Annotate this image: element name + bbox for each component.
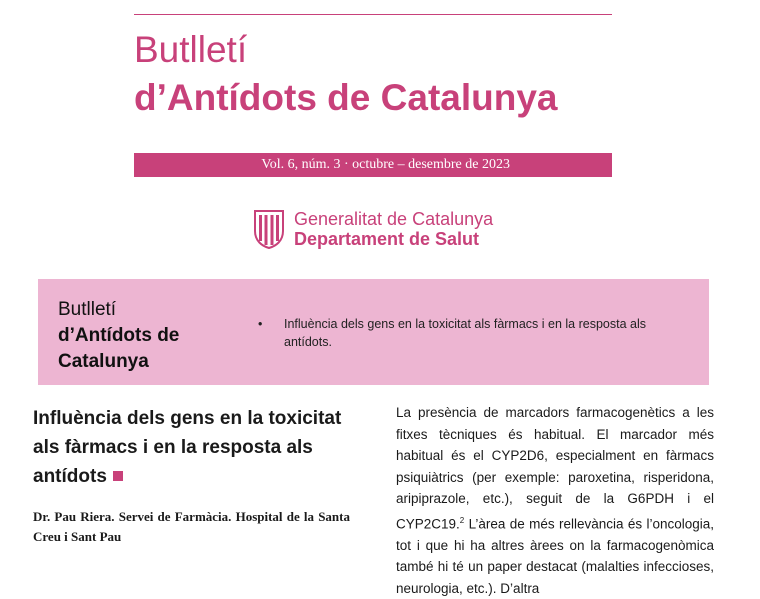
top-rule — [134, 14, 612, 15]
square-marker-icon — [113, 471, 123, 481]
bullet-icon: • — [258, 317, 263, 331]
article-title — [33, 404, 353, 491]
title-line-2: d’Antídots de Catalunya — [134, 77, 558, 118]
banner-title — [58, 297, 179, 375]
contents-item[interactable]: Influència dels gens en la toxicitat als fàrmacs i en la resposta als antídots. — [284, 317, 646, 349]
issue-bar: Vol. 6, núm. 3 · octubre – desembre de 2023 — [134, 153, 612, 177]
contents-list — [258, 315, 678, 351]
article-body — [396, 402, 714, 596]
senyera-shield-icon — [252, 209, 286, 249]
logo-org: Generalitat de Catalunya — [294, 209, 494, 229]
body-text-2: L’àrea de més rellevància és l’oncologia, tot i que hi ha altres àrees on la farmacogenòmica també hi té un paper destacat (malalties infeccioses, neurologia, etc.). D’altra — [396, 516, 714, 596]
article-author: Dr. Pau Riera. Servei de Farmàcia. Hospital de la Santa Creu i Sant Pau — [33, 509, 350, 544]
bulletin-title — [134, 26, 557, 122]
banner-title-line-2: d’Antídots de — [58, 325, 180, 346]
article-title-text: Influència dels gens en la toxicitat als fàrmacs i en la resposta als antídots — [33, 408, 342, 487]
logo-dept: Departament de Salut — [294, 229, 480, 249]
title-line-1: Butlletí — [134, 29, 248, 70]
body-text-1: La presència de marcadors farmacogenètics a les fitxes tècniques és habitual. El marcador més habitual és el CYP2D6, especialment en fàrmacs psiquiàtrics (per exemple: paroxetina, risperidona, aripiprazole, etc.), seguit de la G6PDH i el CYP2C19. — [396, 405, 714, 531]
reference-marker: 2 — [459, 515, 465, 525]
banner-title-line-1: Butlletí — [58, 299, 117, 320]
generalitat-logo — [252, 208, 493, 250]
banner-title-line-3: Catalunya — [58, 351, 149, 372]
contents-banner — [38, 279, 709, 385]
